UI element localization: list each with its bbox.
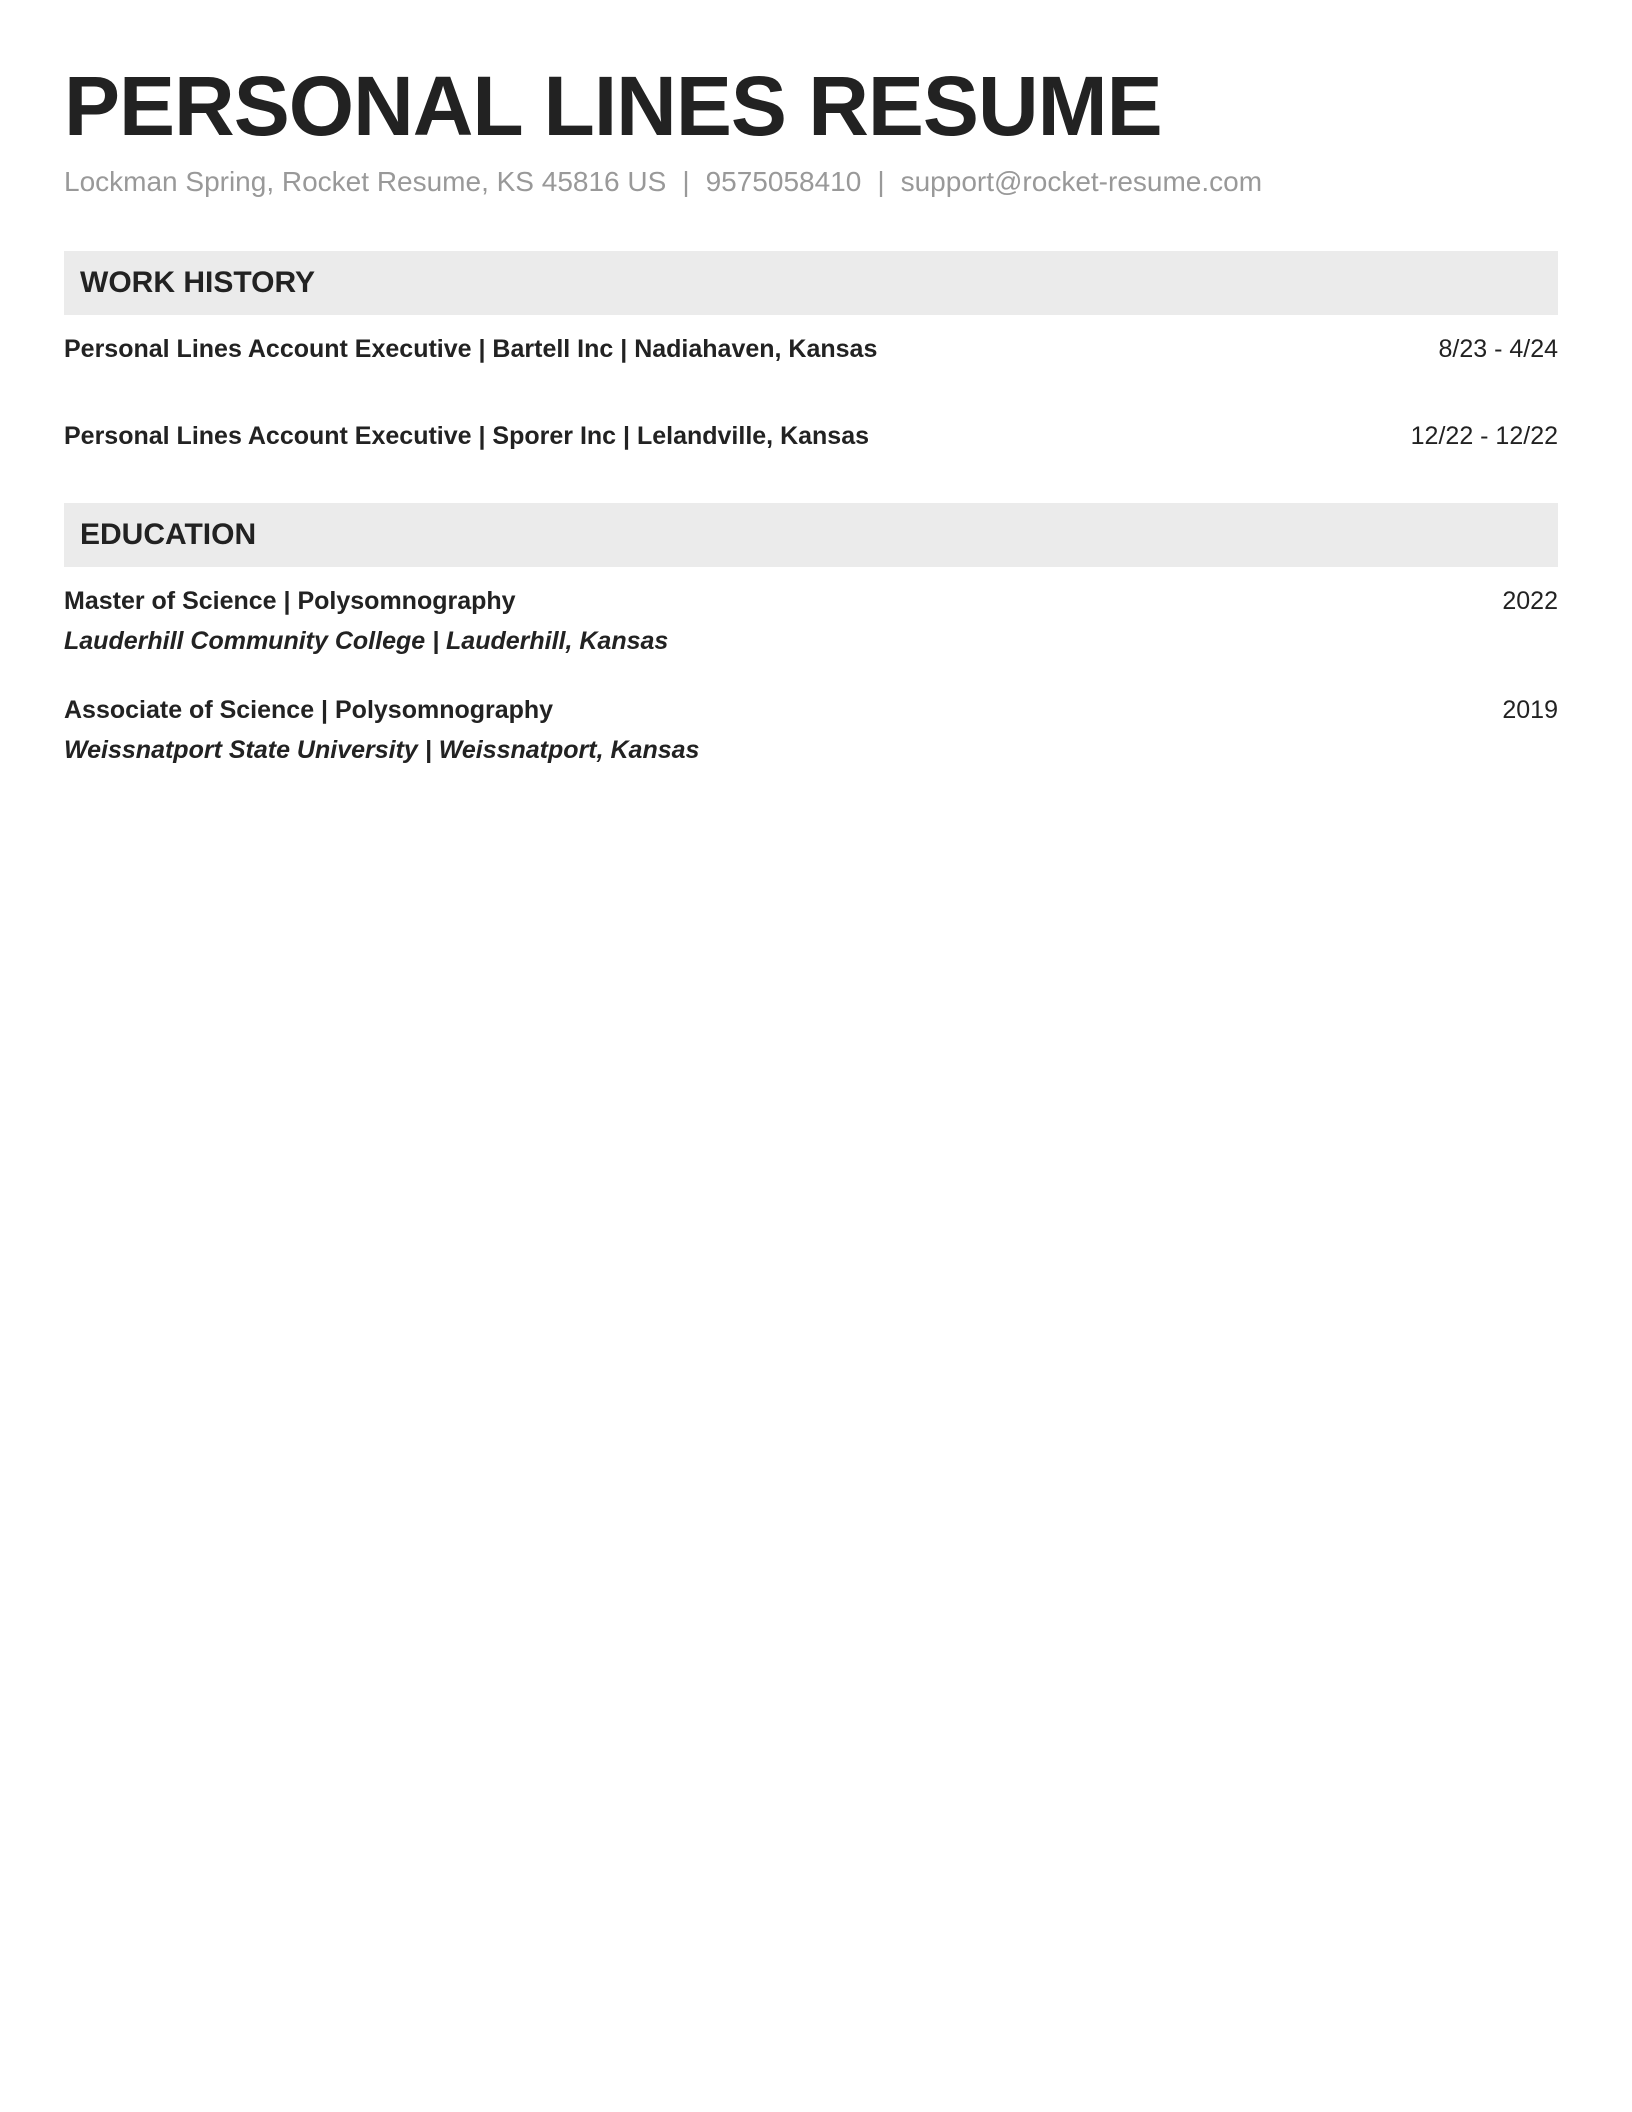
education-entry bbox=[64, 581, 1558, 621]
work-entry bbox=[64, 416, 1558, 456]
work-history-header bbox=[64, 251, 1558, 315]
work-entry bbox=[64, 329, 1558, 369]
contact-line bbox=[64, 162, 1262, 202]
education-header bbox=[64, 503, 1558, 567]
work-history-heading: WORK HISTORY bbox=[80, 266, 316, 299]
work-entry-title: Personal Lines Account Executive | Sporer Inc | Lelandville, Kansas bbox=[64, 422, 870, 450]
contact-email: support@rocket-resume.com bbox=[900, 166, 1263, 197]
education-school: Lauderhill Community College | Lauderhill, Kansas bbox=[64, 627, 669, 655]
work-entry-title: Personal Lines Account Executive | Bartell Inc | Nadiahaven, Kansas bbox=[64, 335, 878, 363]
work-entry-dates: 12/22 - 12/22 bbox=[1410, 422, 1558, 450]
education-school: Weissnatport State University | Weissnatport, Kansas bbox=[64, 736, 700, 764]
education-degree: Associate of Science | Polysomnography bbox=[64, 696, 554, 724]
education-degree: Master of Science | Polysomnography bbox=[64, 587, 516, 615]
contact-separator: | bbox=[877, 166, 885, 197]
contact-phone: 9575058410 bbox=[705, 166, 862, 197]
education-heading: EDUCATION bbox=[80, 518, 257, 551]
education-entry bbox=[64, 690, 1558, 730]
contact-separator: | bbox=[682, 166, 690, 197]
resume-title: PERSONAL LINES RESUME bbox=[64, 59, 1162, 153]
contact-address: Lockman Spring, Rocket Resume, KS 45816 US bbox=[64, 166, 667, 197]
education-year: 2019 bbox=[1502, 696, 1558, 724]
education-year: 2022 bbox=[1502, 587, 1558, 615]
work-entry-dates: 8/23 - 4/24 bbox=[1438, 335, 1558, 363]
